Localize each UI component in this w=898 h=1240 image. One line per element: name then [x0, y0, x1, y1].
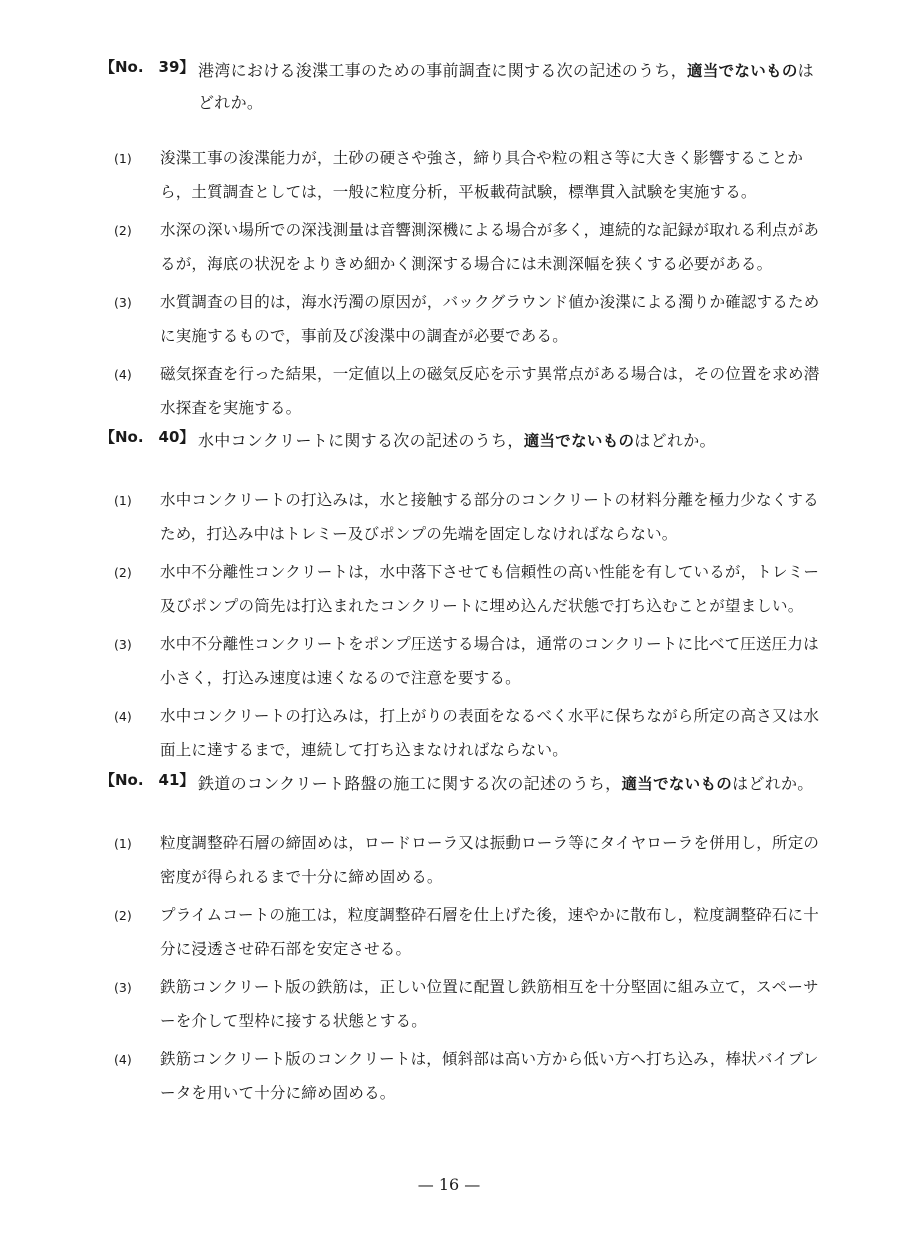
option-number: (3)	[114, 980, 132, 995]
option-text: 水深の深い場所での深浅測量は音響測深機による場合が多く，連続的な記録が取れる利点があるが，海底の状況をよりきめ細かく測深する場合には未測深幅を狭くする必要がある。	[160, 221, 820, 273]
option-item	[100, 898, 820, 966]
option-number: (4)	[114, 1052, 132, 1067]
option-text: 水質調査の目的は，海水汚濁の原因が，バックグラウンド値か浚渫による濁りか確認するために実施するもので，事前及び浚渫中の調査が必要である。	[160, 293, 820, 345]
option-text: プライムコートの施工は，粒度調整砕石層を仕上げた後，速やかに散布し，粒度調整砕石に十分に浸透させ砕石部を安定させる。	[160, 906, 819, 958]
option-text: 水中コンクリートの打込みは，水と接触する部分のコンクリートの材料分離を極力少なくするため，打込み中はトレミー及びポンプの先端を固定しなければならない。	[160, 491, 819, 543]
option-text: 浚渫工事の浚渫能力が，土砂の硬さや強さ，締り具合や粒の粗さ等に大きく影響することから，土質調査としては，一般に粒度分析，平板載荷試験，標準貫入試験を実施する。	[160, 149, 804, 201]
option-item	[100, 213, 820, 281]
page-number: — 16 —	[417, 1175, 481, 1194]
stem-tail: はどれか。	[732, 774, 814, 793]
stem-emphasis: 適当でないもの	[523, 432, 635, 450]
option-list	[100, 483, 820, 767]
question-header	[100, 425, 820, 457]
option-text: 水中不分離性コンクリートをポンプ圧送する場合は，通常のコンクリートに比べて圧送圧力は小さく，打込み速度は速くなるので注意を要する。	[160, 635, 819, 687]
option-number: (4)	[114, 709, 132, 724]
option-item	[100, 627, 820, 695]
option-number: (1)	[114, 151, 132, 166]
option-item	[100, 555, 820, 623]
question-stem	[198, 768, 820, 800]
stem-text: 港湾における浚渫工事のための事前調査に関する次の記述のうち，	[198, 61, 688, 80]
option-item	[100, 357, 820, 425]
question-header	[100, 55, 820, 119]
stem-tail: はどれか。	[634, 431, 716, 450]
option-item	[100, 699, 820, 767]
option-text: 磁気探査を行った結果，一定値以上の磁気反応を示す異常点がある場合は，その位置を求め潜水探査を実施する。	[160, 365, 820, 417]
option-item	[100, 970, 820, 1038]
question-41	[100, 768, 820, 1114]
question-40	[100, 425, 820, 771]
option-item	[100, 826, 820, 894]
option-list	[100, 826, 820, 1110]
question-number: 【No. 40】	[100, 428, 195, 446]
question-number: 【No. 39】	[100, 58, 195, 76]
stem-text: 鉄道のコンクリート路盤の施工に関する次の記述のうち，	[198, 774, 622, 793]
option-text: 粒度調整砕石層の締固めは，ロードローラ又は振動ローラ等にタイヤローラを併用し，所定の密度が得られるまで十分に締め固める。	[160, 834, 820, 886]
option-number: (3)	[114, 637, 132, 652]
question-header	[100, 768, 820, 800]
stem-tail: はどれか。	[198, 61, 814, 112]
option-number: (1)	[114, 836, 132, 851]
option-text: 水中不分離性コンクリートは，水中落下させても信頼性の高い性能を有しているが，トレミー及びポンプの筒先は打込まれたコンクリートに埋め込んだ状態で打ち込むことが望ましい。	[160, 563, 820, 615]
option-text: 鉄筋コンクリート版のコンクリートは，傾斜部は高い方から低い方へ打ち込み，棒状バイブレータを用いて十分に締め固める。	[160, 1050, 819, 1102]
option-number: (2)	[114, 565, 132, 580]
option-item	[100, 285, 820, 353]
option-number: (2)	[114, 908, 132, 923]
question-39	[100, 55, 820, 429]
option-list	[100, 141, 820, 425]
option-number: (1)	[114, 493, 132, 508]
stem-emphasis: 適当でないもの	[621, 775, 733, 793]
option-text: 水中コンクリートの打込みは，打上がりの表面をなるべく水平に保ちながら所定の高さ又は水面上に達するまで，連続して打ち込まなければならない。	[160, 707, 820, 759]
option-number: (2)	[114, 223, 132, 238]
option-number: (3)	[114, 295, 132, 310]
stem-text: 水中コンクリートに関する次の記述のうち，	[198, 431, 524, 450]
option-number: (4)	[114, 367, 132, 382]
question-stem	[198, 55, 820, 119]
option-item	[100, 1042, 820, 1110]
question-stem	[198, 425, 820, 457]
option-item	[100, 483, 820, 551]
stem-emphasis: 適当でないもの	[687, 62, 798, 80]
question-number: 【No. 41】	[100, 771, 195, 789]
option-text: 鉄筋コンクリート版の鉄筋は，正しい位置に配置し鉄筋相互を十分堅固に組み立て，スペーサーを介して型枠に接する状態とする。	[160, 978, 819, 1030]
option-item	[100, 141, 820, 209]
